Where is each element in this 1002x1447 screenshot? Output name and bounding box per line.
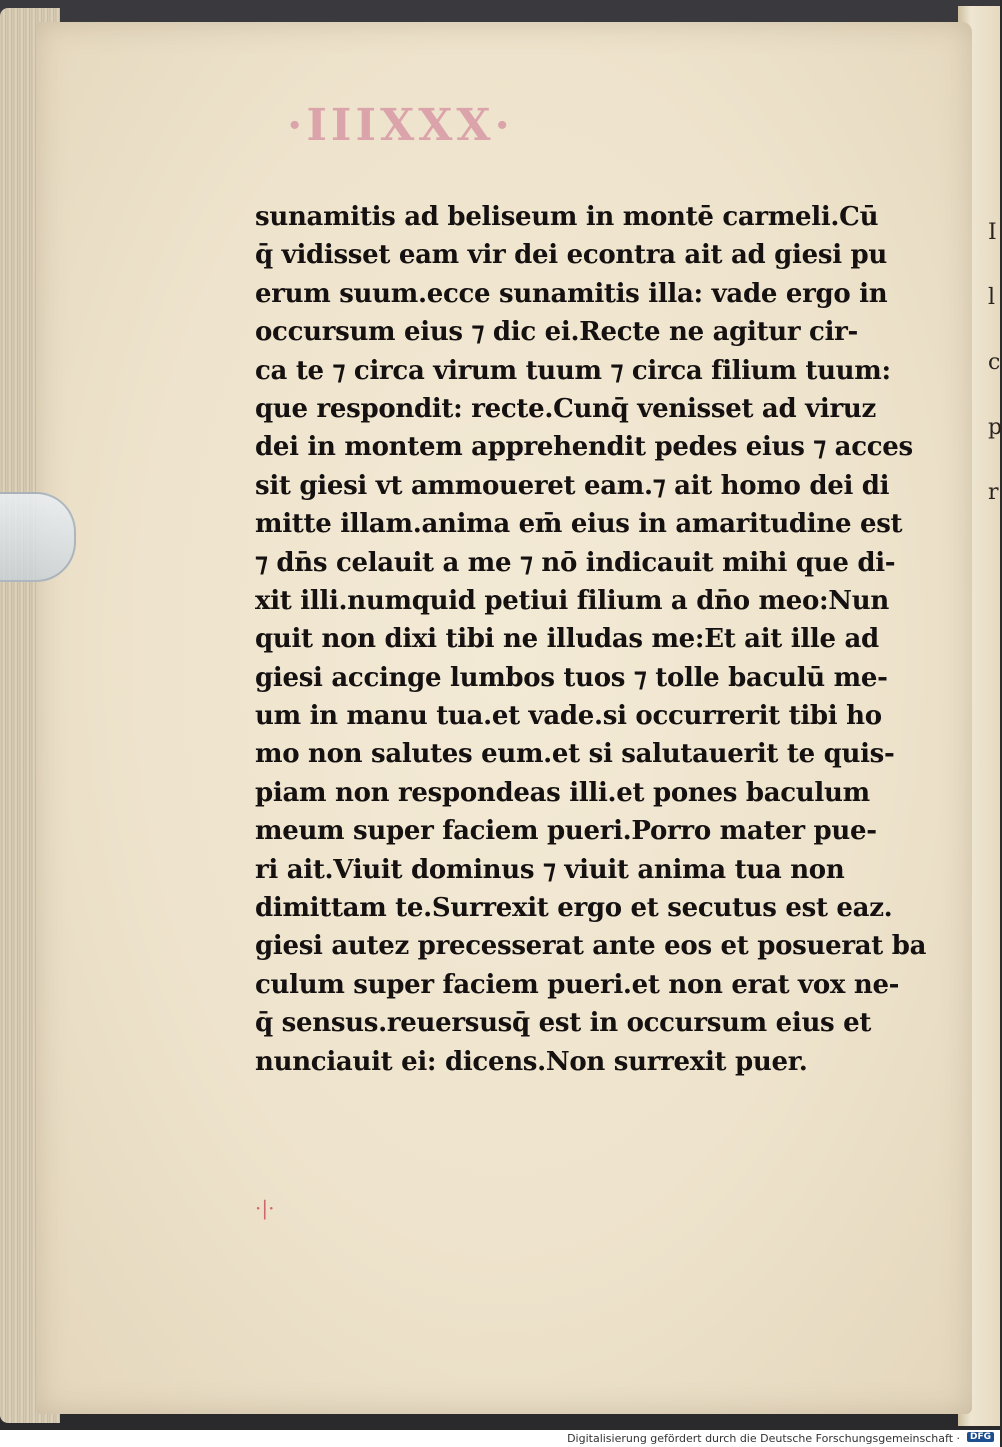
text-line: sunamitis ad beliseum in montē carmeli.Cū	[255, 202, 879, 232]
facing-page-glyphs	[988, 220, 1000, 505]
text-line: occursum eius ⁊ dic ei.Recte ne agitur cir-	[255, 317, 859, 348]
text-line: ri ait.Viuit dominus ⁊ viuit anima tua non	[255, 854, 845, 885]
text-line: quit non dixi tibi ne illudas me:Et ait ille ad	[255, 624, 879, 655]
text-line: meum super faciem pueri.Porro mater pue-	[255, 816, 877, 847]
text-line: mitte illam.anima em̄ eius in amaritudine est	[255, 509, 903, 540]
red-ink-mark: ·|·	[255, 1196, 275, 1220]
facing-glyph-2: l	[988, 285, 996, 310]
facing-glyph-4: p	[988, 415, 1002, 440]
facing-glyph-1: I	[988, 220, 997, 245]
text-line: mo non salutes eum.et si salutauerit te quis-	[255, 739, 895, 770]
text-line: nunciauit ei: dicens.Non surrexit puer.	[255, 1046, 808, 1077]
blackletter-text-block	[255, 198, 927, 1081]
text-line: ⁊ dn̄s celauit a me ⁊ nō indicauit mihi que di-	[255, 547, 896, 578]
page-clip	[0, 492, 76, 582]
text-line: piam non respondeas illi.et pones baculum	[255, 777, 870, 808]
text-line: sit giesi vt ammoueret eam.⁊ ait homo dei di	[255, 470, 890, 501]
text-line: dei in montem apprehendit pedes eius ⁊ acces	[255, 432, 913, 463]
dfg-logo: DFG	[967, 1432, 994, 1442]
text-line: que respondit: recte.Cunq̄ venisset ad viruz	[255, 393, 876, 424]
text-line: xit illi.numquid petiui filium a dn̄o meo:Nun	[255, 585, 889, 616]
text-line: dimittam te.Surrexit ergo et secutus est eaz.	[255, 893, 893, 924]
text-line: um in manu tua.et vade.si occurrerit tibi ho	[255, 701, 882, 732]
footer-bar	[0, 1430, 1000, 1447]
folio-number: ·IIIXXX·	[287, 100, 514, 151]
text-line: giesi autez precesserat ante eos et posuerat ba	[255, 931, 927, 962]
text-line: ca te ⁊ circa virum tuum ⁊ circa filium tuum:	[255, 355, 891, 386]
text-line: culum super faciem pueri.et non erat vox ne-	[255, 969, 900, 1000]
text-line: q̄ vidisset eam vir dei econtra ait ad giesi pu	[255, 240, 888, 271]
text-line: q̄ sensus.reuersusq̄ est in occursum eius et	[255, 1008, 872, 1039]
footer-credit: Digitalisierung gefördert durch die Deutsche Forschungsgemeinschaft ·	[567, 1432, 960, 1445]
text-line: giesi accinge lumbos tuos ⁊ tolle baculū me-	[255, 662, 888, 693]
facing-glyph-5: r	[988, 480, 999, 505]
text-line: erum suum.ecce sunamitis illa: vade ergo in	[255, 278, 888, 309]
facing-glyph-3: c	[988, 350, 1001, 375]
